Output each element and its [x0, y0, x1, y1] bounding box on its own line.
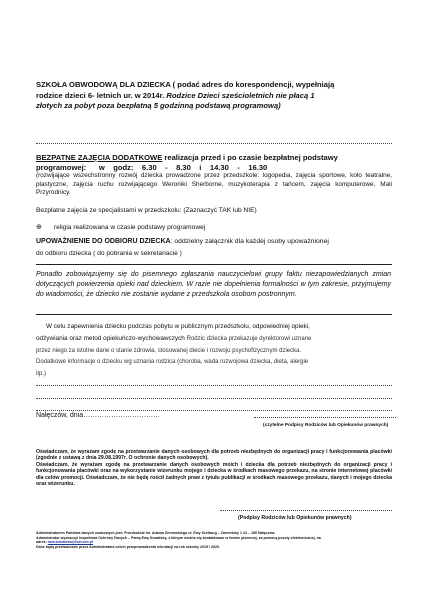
signature-line-1[interactable]	[254, 417, 396, 418]
school-title	[36, 80, 396, 112]
provision-section	[36, 321, 396, 381]
footer	[36, 531, 396, 549]
address-line[interactable]	[36, 143, 392, 144]
health-info-line-1[interactable]	[36, 385, 392, 386]
provision-line4: Dodatkowe informacje o dziecku wg uznania rodzica (choroba, wada rozwojowa dziecka, dieta, alergie	[36, 359, 309, 366]
provision-line2-a: odżywiania oraz metod opiekuńczo-wychowawczych	[36, 334, 187, 342]
provision-line2-b: Rodzic dziecka przekazuje dyrektorowi uznane	[186, 335, 312, 342]
health-info-line-2[interactable]	[36, 398, 392, 399]
place-date-field[interactable]: Nałęczów, dnia……………………………	[36, 412, 161, 419]
free-classes-hours: programowej: w godz: 6.30 - 8.30 i 14.30 - 16.30	[36, 162, 268, 172]
school-title-line1: SZKOŁA OBWODOWĄ DLA DZIECKA ( podać adres do korespondencji, wypełniają	[36, 80, 335, 89]
free-classes-heading-b: realizacja przed i po czasie bezpłatnej podstawy	[162, 153, 338, 162]
provision-line1: W celu zapewnienia dziecku podczas pobytu w publicznym przedszkolu, odpowiedniej opieki,	[46, 323, 310, 330]
free-classes-heading-a: BEZPATNE ZAJĘCIA DODATKOWE	[36, 153, 163, 162]
signature-line-2[interactable]	[220, 510, 392, 511]
authorization-line1	[36, 236, 396, 248]
school-title-line2	[36, 91, 396, 102]
health-info-line-3[interactable]	[36, 410, 392, 411]
consent-para-1: Oświadczam, że wyrażam zgodę na przetwarzanie danych osobowych dla potrzeb niezbędnych do organizacji pracy i funkcjonowania placówki (zgodnie z ustawą z dnia 29.08.1997r. O ochronie danych osobowych).	[36, 449, 392, 462]
iod-email-link[interactable]: ewa.kowalska@iodcons.pl	[47, 540, 94, 545]
school-title-line3: złotych za pobyt poza bezpłatną 5 godzinną podstawą programową)	[36, 101, 281, 110]
divider-bottom	[36, 314, 392, 315]
notice-text: Ponadto zobowiązujemy się do pisemnego zgłaszania nauczycielowi grupy faktu niezapowiedzianych zmian dotyczących powierzenia opieki nad dzieckiem. W razie nie dopełnienia formalności w tym zakresie, przyjmujemy do wiadomości, że dziecko nie zostanie wydane z przedszkola osobom postronnym.	[36, 271, 391, 298]
provision-line3: przez niego za istotne dane o stanie zdrowia, stosowanej diecie i rozwoju psychofizycznym dziecka.	[36, 347, 302, 354]
authorization-text2: do odbioru dziecka ( do pobrania w sekretariacie )	[36, 250, 182, 257]
signature-caption-2: (Podpisy Rodziców lub Opiekunów prawnych)	[238, 515, 352, 521]
footer-line4: Dane będą przetwarzane przez Administratora celem przeprowadzenia rekrutacji na rok szkolny 2019 / 2020.	[36, 544, 221, 549]
free-classes-description: (rozwijające wszechstronny rozwój dziecka prowadzone przez przedszkole: logopedia, zajęcia sportowe, koło teatralne, plastyczne, zajęcia ruchu rozwijającego Weroniki Sherborne, muzykoterapia z tańcem, zajęcia komputerowe, Mali Przyrodnicy.	[36, 172, 392, 197]
bullet-icon[interactable]: ⊕	[36, 224, 42, 231]
school-title-line2-b: Rodzice Dzieci sześcioletnich nie płacą 1	[166, 90, 315, 100]
authorization-section	[36, 236, 396, 260]
provision-line5: itp.)	[36, 371, 47, 378]
free-classes-section	[36, 153, 392, 198]
footer-line1: Administratorem Państwa danych osobowych jest: Przedszkole im. Adama Żeromskiego ul. Ewy Szelburg – Zarembiny 1 24 – 150 Nałęczów.	[36, 531, 276, 535]
school-title-line2-a: rodzice dzieci 6- letnich ur. w 2014r.	[36, 90, 167, 100]
authorization-text: : oddzielny załącznik dla każdej osoby upoważnionej	[170, 238, 329, 245]
consent-para-2: Oświadczam, że wyrażam zgodę na przetwarzanie danych osobowych moich i dziecka dla potrzeb niezbędnych do organizacji pracy i funkcjonowania placówki oraz na wykorzystanie wizerunku mojego i dziecka w środkach masowego przekazu, na stronie internetowej placówki dla celów promocji. Oświadczam, że nie będę rościł żadnych praw z tytułu publikacji w środkach masowego przekazu, danych i mojego dziecka oraz wizerunku.	[36, 462, 392, 487]
free-classes-heading	[36, 153, 392, 163]
footer-line2: Administrator wyznaczył Inspektora Ochrony Danych – Panią Ewę Kowalską, z którym można się kontaktować w formie pisemnej, za pomocą poczty elektronicznej, na	[36, 535, 321, 540]
religion-row	[36, 223, 205, 231]
religion-label: religia realizowana w czasie podstawy programowej	[53, 224, 206, 231]
authorization-heading: UPOWAŻNIENIE DO ODBIORU DZIECKA	[36, 238, 171, 245]
signature-caption-1: (czytelne Podpisy Rodziców lub Opiekunów prawnych)	[263, 423, 389, 428]
footer-adres-label: adres:	[36, 540, 48, 545]
provision-line2	[36, 333, 396, 346]
specialists-text: Bezpłatne zajęcia ze specjalistami w przedszkolu: (Zaznaczyć TAK lub NIE)	[36, 207, 257, 214]
divider-top	[36, 264, 392, 265]
